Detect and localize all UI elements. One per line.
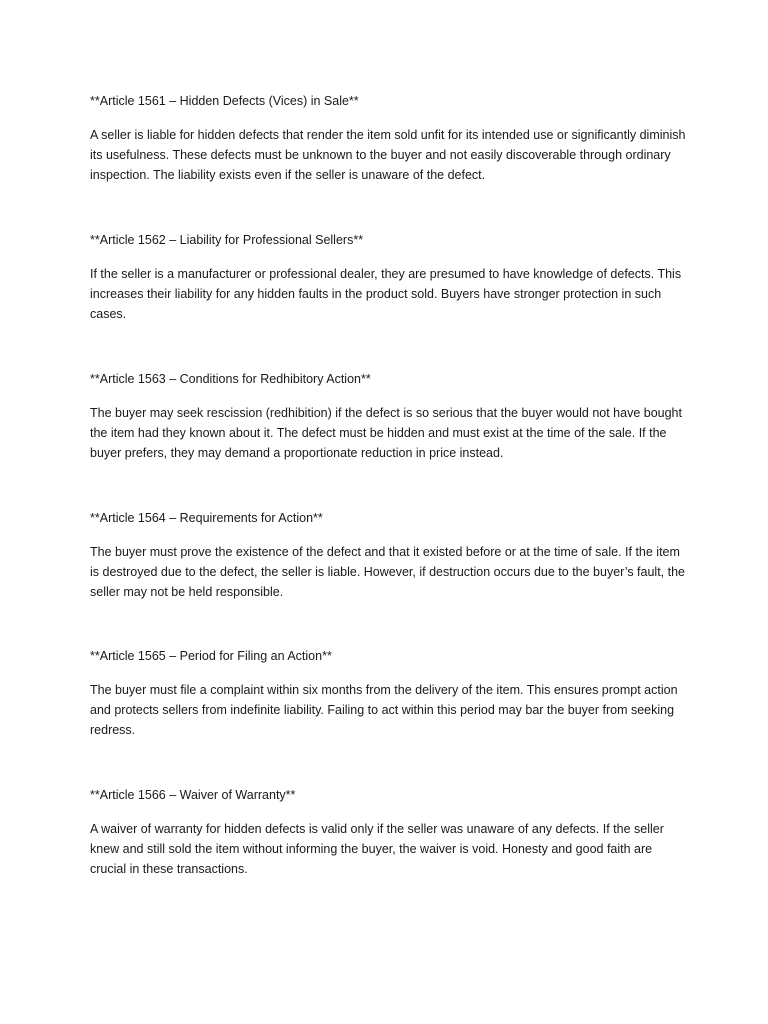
article-1562 <box>90 232 690 324</box>
article-1565 <box>90 648 690 740</box>
article-heading: **Article 1563 – Conditions for Redhibitory Action** <box>90 372 371 386</box>
article-body: The buyer must file a complaint within six months from the delivery of the item. This ensures prompt action and protects sellers from indefinite liability. Failing to act within this period may bar the buyer from seeking redress. <box>90 683 678 737</box>
article-body: A waiver of warranty for hidden defects is valid only if the seller was unaware of any defects. If the seller knew and still sold the item without informing the buyer, the waiver is void. Honesty and good faith are crucial in these transactions. <box>90 822 664 876</box>
article-1561 <box>90 93 690 185</box>
article-body: The buyer must prove the existence of the defect and that it existed before or at the time of sale. If the item is destroyed due to the defect, the seller is liable. However, if destruction occurs due to the buyer’s fault, the seller may not be held responsible. <box>90 545 686 599</box>
article-1563 <box>90 371 690 463</box>
article-heading: **Article 1564 – Requirements for Action** <box>90 511 323 525</box>
article-body: If the seller is a manufacturer or professional dealer, they are presumed to have knowledge of defects. This increases their liability for any hidden faults in the product sold. Buyers have stronger protection in such cases. <box>90 267 682 321</box>
article-1564 <box>90 510 690 602</box>
article-heading: **Article 1562 – Liability for Professional Sellers** <box>90 233 364 247</box>
article-heading: **Article 1565 – Period for Filing an Action** <box>90 649 332 663</box>
article-body: A seller is liable for hidden defects that render the item sold unfit for its intended use or significantly diminish its usefulness. These defects must be unknown to the buyer and not easily discoverable through ordinary inspection. The liability exists even if the seller is unaware of the defect. <box>90 128 686 182</box>
article-1566 <box>90 787 690 879</box>
article-heading: **Article 1566 – Waiver of Warranty** <box>90 788 296 802</box>
article-heading: **Article 1561 – Hidden Defects (Vices) in Sale** <box>90 94 359 108</box>
article-body: The buyer may seek rescission (redhibition) if the defect is so serious that the buyer would not have bought the item had they known about it. The defect must be hidden and must exist at the time of the sale. If the buyer prefers, they may demand a proportionate reduction in price instead. <box>90 406 682 460</box>
